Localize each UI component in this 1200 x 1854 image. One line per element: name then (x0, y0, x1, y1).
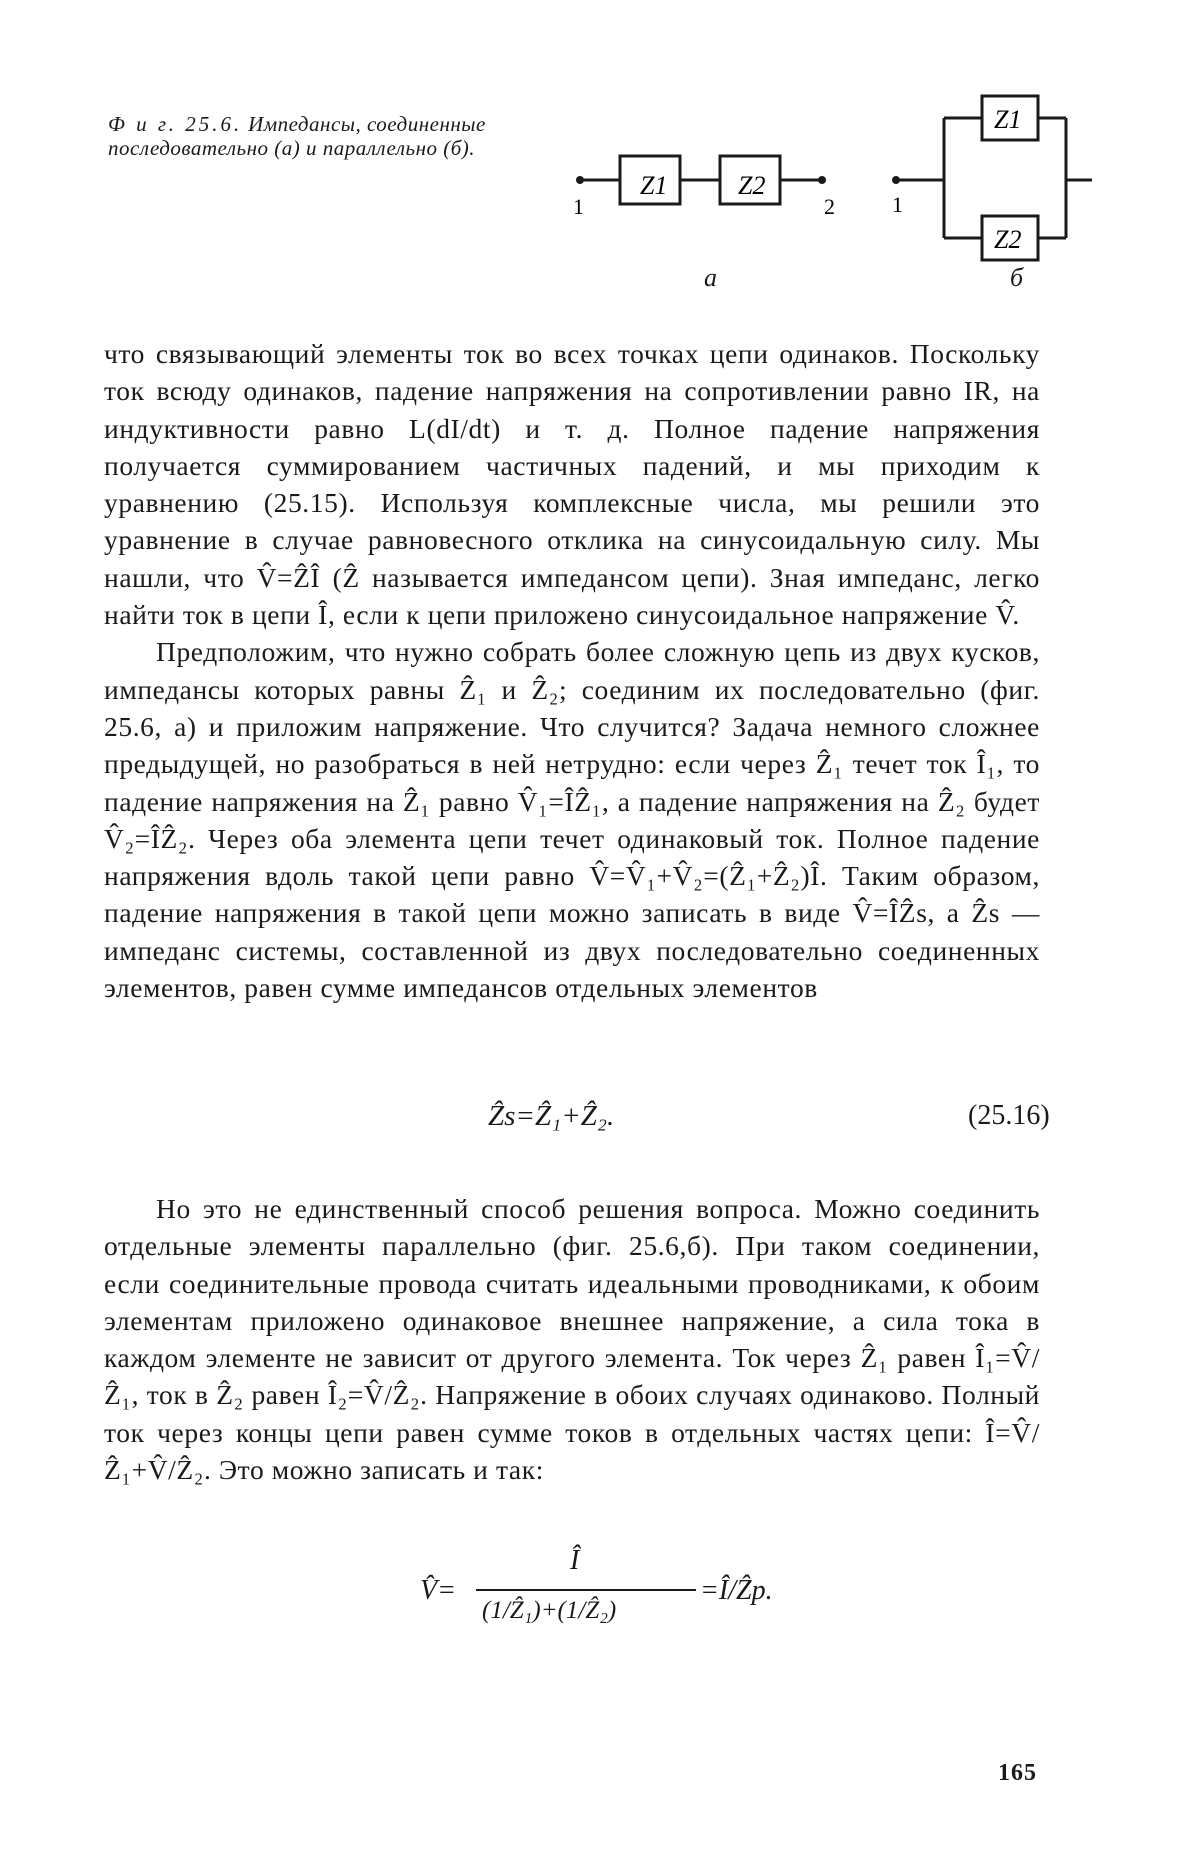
figure-sublabel-b: б (1010, 263, 1024, 292)
page-number: 165 (998, 1760, 1037, 1786)
figure-caption-label: Ф и г. 25.6. (108, 112, 243, 136)
parallel-box-top-label: Z1 (994, 105, 1022, 134)
equation-denominator: (1/Ẑ₁)+(1/Ẑ₂) (482, 1597, 617, 1624)
figure-caption-text: Импедансы, соединенные последовательно (а) и параллельно (б). (108, 112, 486, 160)
equation-lhs: V̂= (420, 1575, 456, 1606)
paragraph-3: Но это не единственный способ решения вопроса. Можно соединить отдельные элементы параллельно (фиг. 25.6,б). При таком соединении, если соединительные провода считать идеальными проводниками, к обоим элементам приложено одинаковое внешнее напряжение, а сила тока в каждом элементе не зависит от другого элемента. Ток через Ẑ₁ равен Î₁=V̂/Ẑ₁, ток в Ẑ₂ равен Î₂=V̂/Ẑ₂. Напряжение в обоих случаях одинаково. Полный ток через концы цепи равен сумме токов в отдельных частях цепи: Î=V̂/Ẑ₁+V̂/Ẑ₂. Это можно записать и так: (104, 1193, 1040, 1486)
equation-numerator: Î (570, 1545, 580, 1576)
fraction-bar (476, 1589, 696, 1591)
figure-sublabel-a: а (704, 263, 717, 292)
text-block-2 (104, 1190, 1040, 1488)
series-node-1-label: 1 (573, 194, 584, 219)
equation-rhs: =Î/Ẑp. (700, 1575, 773, 1606)
series-node-2-label: 2 (824, 194, 835, 219)
series-circuit-diagram (560, 150, 860, 245)
parallel-box-bottom-label: Z2 (994, 225, 1022, 254)
series-box-2-label: Z2 (738, 171, 766, 200)
text-block-1 (104, 335, 1040, 1006)
parallel-impedance-equation (420, 1545, 800, 1637)
equation-25-16: Ẑs=Ẑ₁+Ẑ₂. (488, 1100, 615, 1132)
parallel-node-1-label: 1 (892, 192, 903, 217)
parallel-circuit-diagram (890, 88, 1095, 278)
paragraph-1: что связывающий элементы ток во всех точках цепи одинаков. Поскольку ток всюду одинаков, падение напряжения на сопротивлении равно IR, на индуктивности равно L(dI/dt) и т. д. Полное падение напряжения получается суммированием частичных падений, и мы приходим к уравнению (25.15). Используя комплексные числа, мы решили это уравнение в случае равновесного отклика на синусоидальную силу. Мы нашли, что V̂=ẐÎ (Ẑ называется импедансом цепи). Зная импеданс, легко найти ток в цепи Î, если к цепи приложено синусоидальное напряжение V̂. (104, 338, 1040, 631)
paragraph-2: Предположим, что нужно собрать более сложную цепь из двух кусков, импедансы которых равны Ẑ₁ и Ẑ₂; соединим их последовательно (фиг. 25.6, а) и приложим напряжение. Что случится? Задача немного сложнее предыдущей, но разобраться в ней нетрудно: если через Ẑ₁ течет ток Î₁, то падение напряжения на Ẑ₁ равно V̂₁=ÎẐ₁, а падение напряжения на Ẑ₂ будет V̂₂=ÎẐ₂. Через оба элемента цепи течет одинаковый ток. Полное падение напряжения вдоль такой цепи равно V̂=V̂₁+V̂₂=(Ẑ₁+Ẑ₂)Î. Таким образом, падение напряжения в такой цепи можно записать в виде V̂=ÎẐs, а Ẑs — импеданс системы, составленной из двух последовательно соединенных элементов, равен сумме импедансов отдельных элементов (104, 636, 1040, 1004)
figure-caption (108, 112, 538, 160)
equation-25-16-number: (25.16) (968, 1100, 1050, 1131)
series-box-1-label: Z1 (640, 171, 668, 200)
